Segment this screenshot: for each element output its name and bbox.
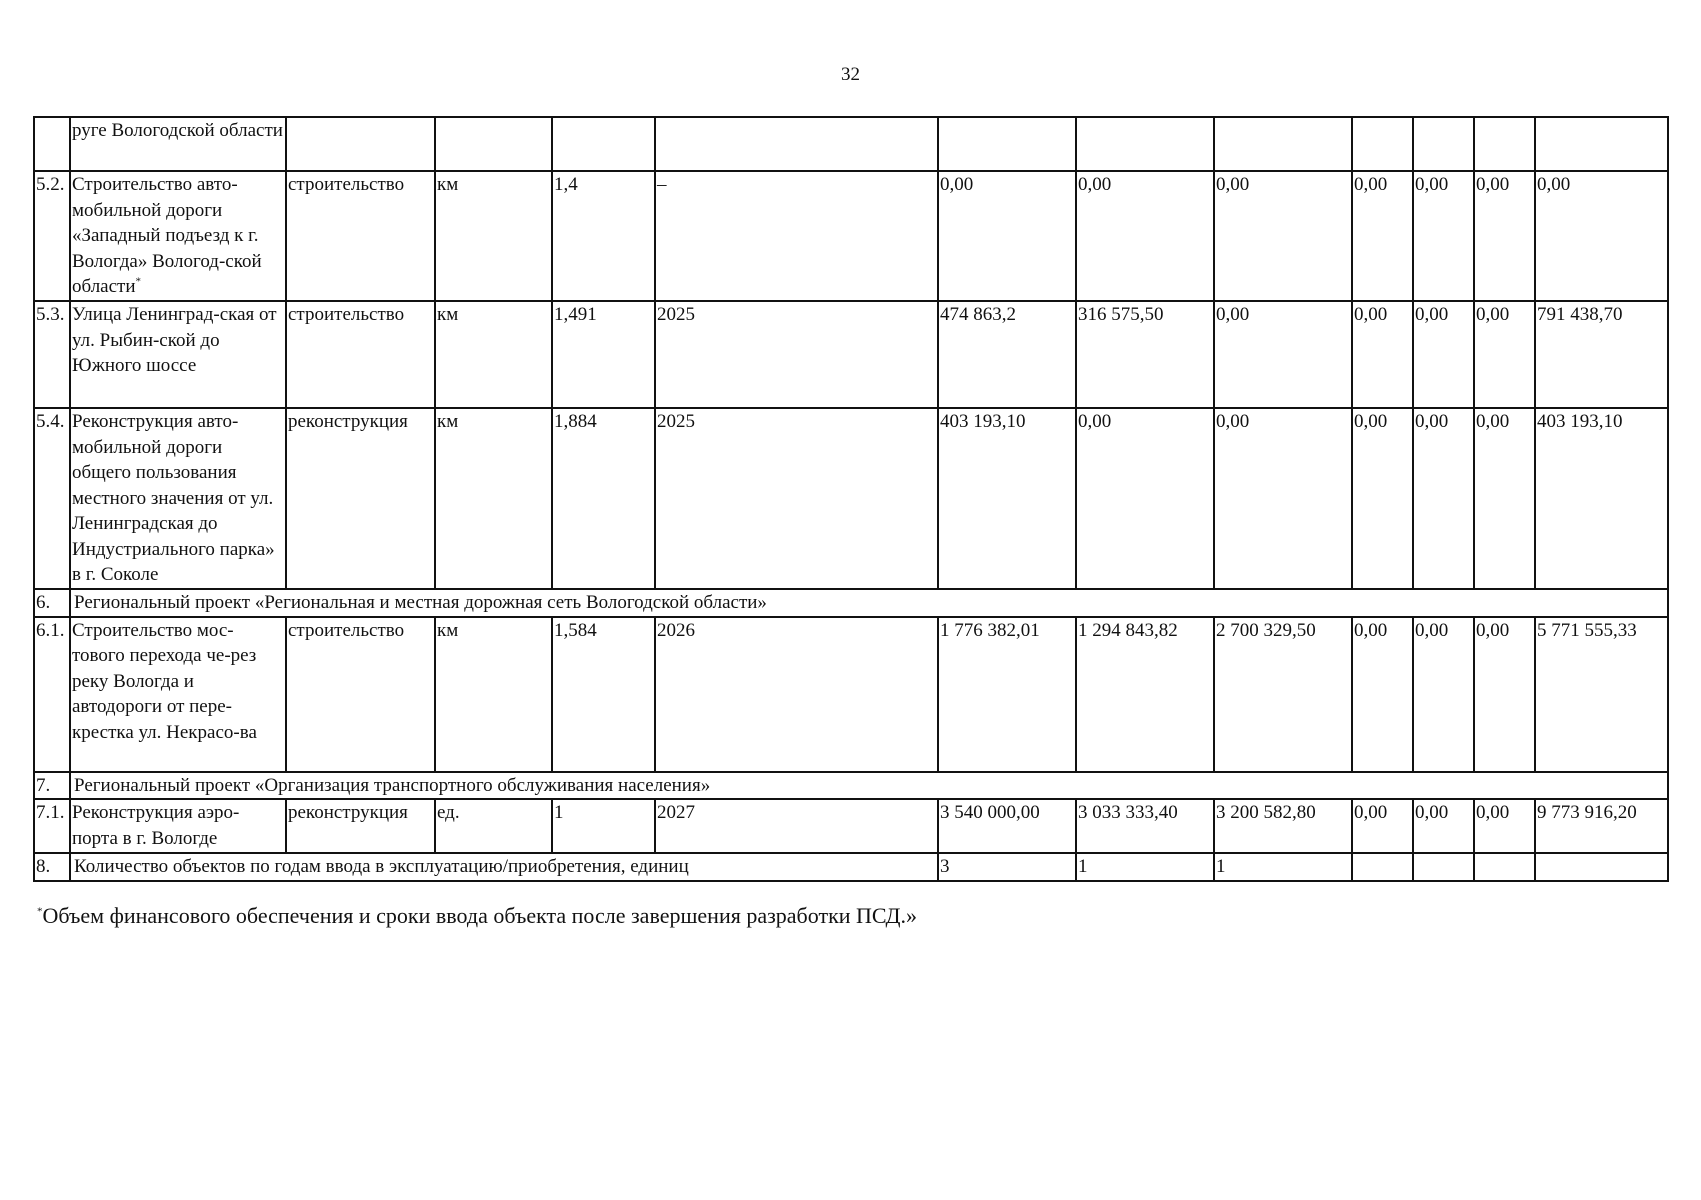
cell-num: 6. xyxy=(34,589,70,617)
objects-table xyxy=(33,116,1669,882)
cell-capacity: 1,884 xyxy=(552,408,655,589)
cell-y6: 0,00 xyxy=(1474,408,1535,589)
cell-y2: 1 294 843,82 xyxy=(1076,617,1214,772)
cell-num: 7. xyxy=(34,772,70,800)
cell-unit: км xyxy=(435,408,552,589)
table-row xyxy=(34,171,1668,301)
cell-num: 8. xyxy=(34,853,70,881)
cell-y6: 0,00 xyxy=(1474,617,1535,772)
cell-year: 2027 xyxy=(655,799,938,853)
cell-num: 5.3. xyxy=(34,301,70,408)
cell-y4: 0,00 xyxy=(1352,408,1413,589)
section-title: Региональный проект «Региональная и местная дорожная сеть Вологодской области» xyxy=(70,589,1668,617)
cell-y6: 0,00 xyxy=(1474,799,1535,853)
cell-y6: 0,00 xyxy=(1474,301,1535,408)
cell-y2: 3 033 333,40 xyxy=(1076,799,1214,853)
cell-y3: 1 xyxy=(1214,853,1352,881)
cell-y3: 0,00 xyxy=(1214,171,1352,301)
cell-name: Строительство авто-мобильной дороги «Западный подъезд к г. Вологда» Вологод-ской области* xyxy=(70,171,286,301)
section-row xyxy=(34,589,1668,617)
table-row xyxy=(34,301,1668,408)
cell-total: 791 438,70 xyxy=(1535,301,1668,408)
cell-type: строительство xyxy=(286,171,435,301)
cell-name: Улица Ленинград-ская от ул. Рыбин-ской до Южного шоссе xyxy=(70,301,286,408)
cell-y1: 0,00 xyxy=(938,171,1076,301)
cell-y3: 2 700 329,50 xyxy=(1214,617,1352,772)
table-row xyxy=(34,408,1668,589)
cell-y6: 0,00 xyxy=(1474,171,1535,301)
cell-y3: 0,00 xyxy=(1214,408,1352,589)
cell-name: Реконструкция аэро-порта в г. Вологде xyxy=(70,799,286,853)
cell-num: 5.4. xyxy=(34,408,70,589)
summary-row xyxy=(34,853,1668,881)
cell-type: реконструкция xyxy=(286,799,435,853)
cell-num: 6.1. xyxy=(34,617,70,772)
cell-capacity: 1 xyxy=(552,799,655,853)
section-title: Региональный проект «Организация транспортного обслуживания населения» xyxy=(70,772,1668,800)
cell-y2: 0,00 xyxy=(1076,171,1214,301)
cell-y1: 474 863,2 xyxy=(938,301,1076,408)
cell-year: 2025 xyxy=(655,301,938,408)
cell-unit: км xyxy=(435,617,552,772)
cell-y4: 0,00 xyxy=(1352,171,1413,301)
cell-y1: 3 540 000,00 xyxy=(938,799,1076,853)
cell-y1: 1 776 382,01 xyxy=(938,617,1076,772)
cell-total: 403 193,10 xyxy=(1535,408,1668,589)
cell-total: 9 773 916,20 xyxy=(1535,799,1668,853)
cell-y2: 0,00 xyxy=(1076,408,1214,589)
cell-total xyxy=(1535,853,1668,881)
cell-num: 5.2. xyxy=(34,171,70,301)
cell-year: 2026 xyxy=(655,617,938,772)
table-row-continuation xyxy=(34,117,1668,171)
cell-y4: 0,00 xyxy=(1352,799,1413,853)
section-row xyxy=(34,772,1668,800)
cell-capacity: 1,491 xyxy=(552,301,655,408)
cell-year: – xyxy=(655,171,938,301)
cell-name: руге Вологодской области xyxy=(70,117,286,171)
table-row xyxy=(34,799,1668,853)
cell-y3: 0,00 xyxy=(1214,301,1352,408)
cell-type: строительство xyxy=(286,301,435,408)
cell-y5: 0,00 xyxy=(1413,301,1474,408)
cell-y1: 3 xyxy=(938,853,1076,881)
cell-y4: 0,00 xyxy=(1352,301,1413,408)
cell-y5: 0,00 xyxy=(1413,408,1474,589)
cell-unit: ед. xyxy=(435,799,552,853)
cell-total: 5 771 555,33 xyxy=(1535,617,1668,772)
cell-y2: 1 xyxy=(1076,853,1214,881)
cell-y5 xyxy=(1413,853,1474,881)
cell-y6 xyxy=(1474,853,1535,881)
table-row xyxy=(34,617,1668,772)
cell-capacity: 1,4 xyxy=(552,171,655,301)
cell-type: реконструкция xyxy=(286,408,435,589)
cell-y3: 3 200 582,80 xyxy=(1214,799,1352,853)
cell-year: 2025 xyxy=(655,408,938,589)
cell-type: строительство xyxy=(286,617,435,772)
footnote-text: Объем финансового обеспечения и сроки ввода объекта после завершения разработки ПСД.» xyxy=(42,903,918,928)
cell-y5: 0,00 xyxy=(1413,617,1474,772)
cell-unit: км xyxy=(435,301,552,408)
footnote-mark: * xyxy=(37,905,43,918)
cell-y5: 0,00 xyxy=(1413,171,1474,301)
cell-capacity: 1,584 xyxy=(552,617,655,772)
cell-unit: км xyxy=(435,171,552,301)
cell-name: Реконструкция авто-мобильной дороги общего пользования местного значения от ул. Ленинградская до Индустриального парка» в г. Соколе xyxy=(70,408,286,589)
page-number: 32 xyxy=(841,64,860,85)
cell-y4: 0,00 xyxy=(1352,617,1413,772)
footnote xyxy=(37,902,917,930)
cell-y4 xyxy=(1352,853,1413,881)
footnote-marker: * xyxy=(135,275,142,288)
summary-title: Количество объектов по годам ввода в эксплуатацию/приобретения, единиц xyxy=(70,853,938,881)
cell-name: Строительство мос-тового перехода че-рез реку Вологда и автодороги от пере-крестка ул. Некрасо-ва xyxy=(70,617,286,772)
cell-total: 0,00 xyxy=(1535,171,1668,301)
cell-num xyxy=(34,117,70,171)
cell-y5: 0,00 xyxy=(1413,799,1474,853)
cell-y2: 316 575,50 xyxy=(1076,301,1214,408)
cell-y1: 403 193,10 xyxy=(938,408,1076,589)
cell-num: 7.1. xyxy=(34,799,70,853)
